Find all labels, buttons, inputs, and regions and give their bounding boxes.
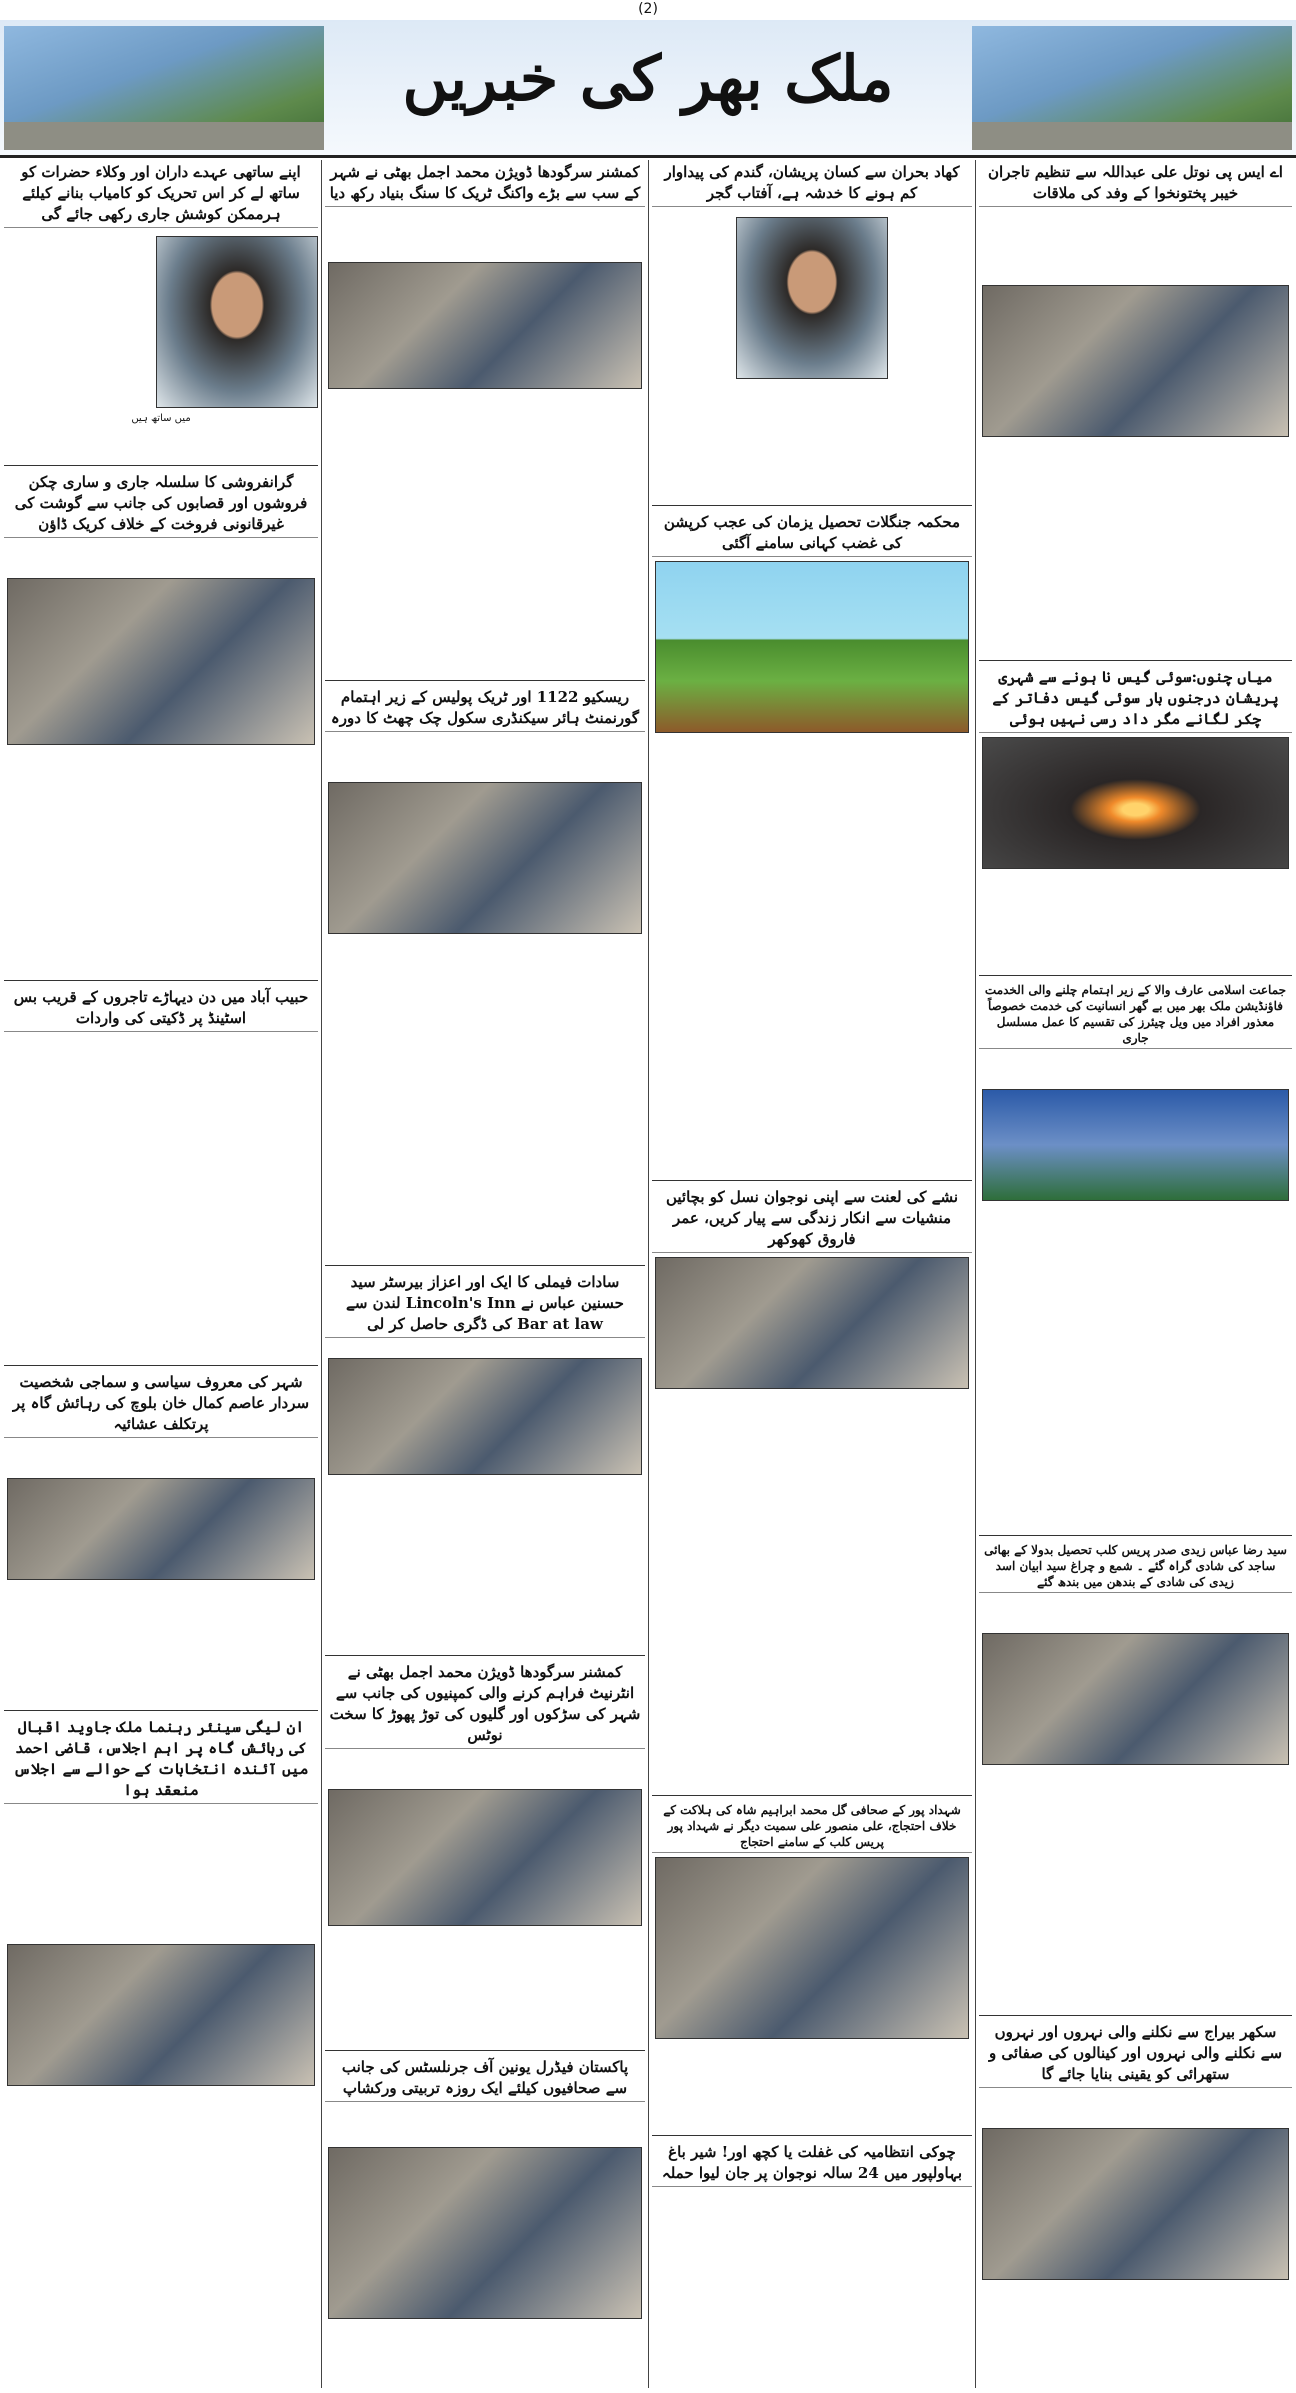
- article: [325, 685, 645, 1266]
- portrait-sunglasses-photo: [736, 217, 888, 379]
- column-1: [979, 160, 1292, 2388]
- masthead-landmark-image-right: [972, 26, 1292, 150]
- butcher-shop-photo: [7, 578, 315, 745]
- article-headline: ان لیگی سینئر رہنما ملک جاوید اقبال کی رہائش گاہ پر اہم اجلاس، قاضی احمد میں آئندہ انتخابات کے حوالے سے اجلاس منعقد ہوا: [4, 1715, 318, 1804]
- article-headline: سادات فیملی کا ایک اور اعزاز بیرسٹر سید حسنین عباس نے Lincoln's Inn لندن سے Bar at law کی ڈگری حاصل کر لی: [325, 1270, 645, 1338]
- meeting-photo: [982, 2128, 1289, 2280]
- article-headline: کھاد بحران سے کسان پریشان، گندم کی پیداوار کم ہونے کا خدشہ ہے، آفتاب گجر: [652, 160, 972, 207]
- article-headline: چوکی انتظامیہ کی غفلت یا کچھ اور! شیر باغ بہاولپور میں 24 سالہ نوجوان پر جان لیوا حملہ: [652, 2140, 972, 2187]
- page-number: (2): [638, 1, 658, 17]
- article-headline: شہر کی معروف سیاسی و سماجی شخصیت سردار عاصم کمال خان بلوچ کی رہائش گاہ پر پرتکلف عشائیہ: [4, 1370, 318, 1438]
- dinner-group-photo: [7, 1478, 315, 1580]
- column-4: [4, 160, 318, 2388]
- wheelchair-distribution-photo: [982, 1089, 1289, 1201]
- article-headline: جماعت اسلامی عارف والا کے زیر اہتمام چلنے والی الخدمت فاؤنڈیشن ملک بھر میں بے گھر انسانیت کی خدمت خصوصاً معذور افراد میں ویل چیئرز کی تقسیم کا عمل مسلسل جاری: [979, 980, 1292, 1049]
- article: [325, 2055, 645, 2388]
- article: [325, 1270, 645, 1656]
- article: [4, 985, 318, 1366]
- column-3: [325, 160, 645, 2388]
- masthead-title: ملک بھر کی خبریں: [402, 42, 894, 115]
- column-2: [652, 160, 972, 2388]
- article: [325, 160, 645, 681]
- article-headline: اپنے ساتھی عہدے داران اور وکلاء حضرات کو ساتھ لے کر اس تحریک کو کامیاب بنانے کیلئے ہرممکن کوشش جاری رکھی جائے گی: [4, 160, 318, 228]
- article-headline: کمشنر سرگودھا ڈویژن محمد اجمل بھٹی نے شہر کے سب سے بڑے واکنگ ٹریک کا سنگ بنیاد رکھ دیا: [325, 160, 645, 207]
- article: [4, 1370, 318, 1711]
- article-headline: اے ایس پی نوتل علی عبداللہ سے تنظیم تاجران خیبر پختونخوا کے وفد کی ملاقات: [979, 160, 1292, 207]
- article: [652, 2140, 972, 2388]
- article: [4, 470, 318, 981]
- article: [4, 1715, 318, 2388]
- wedding-collage-photo: [982, 1633, 1289, 1765]
- article-headline: محکمہ جنگلات تحصیل یزمان کی عجب کرپشن کی غضب کہانی سامنے آگئی: [652, 510, 972, 557]
- foundation-stone-photo: [328, 262, 642, 389]
- article: [4, 160, 318, 466]
- photo-caption: میں ساتھ ہیں: [131, 413, 191, 424]
- article: [325, 1660, 645, 2051]
- article-headline: پاکستان فیڈرل یونین آف جرنلسٹس کی جانب سے صحافیوں کیلئے ایک روزہ تربیتی ورکشاپ: [325, 2055, 645, 2102]
- desk-meeting-photo: [328, 1789, 642, 1926]
- article-headline: حبیب آباد میں دن دیہاڑے تاجروں کے قریب بس اسٹینڈ پر ڈکیتی کی واردات: [4, 985, 318, 1032]
- article: [652, 160, 972, 506]
- gas-stove-flame-photo: [982, 737, 1289, 869]
- article-headline: سکھر بیراج سے نکلنے والی نہروں اور نہروں سے نکلنے والی نہروں اور کینالوں کی صفائی و ستھرائی کو یقینی بنایا جائے گا: [979, 2020, 1292, 2088]
- article-headline: کمشنر سرگودھا ڈویژن محمد اجمل بھٹی نے انٹرنیٹ فراہم کرنے والی کمپنیوں کی جانب سے شہر کی سڑکوں اور گلیوں کی توڑ پھوڑ کا سخت نوٹس: [325, 1660, 645, 1749]
- article-headline: سید رضا عباس زیدی صدر پریس کلب تحصیل بدولا کے بھائی ساجد کی شادی گراہ گئے ۔ شمع و چراغ سید ابیان اسد زیدی کی شادی کے بندھن میں بندھ گئے: [979, 1540, 1292, 1593]
- sitting-group-photo: [7, 1944, 315, 2086]
- article: [979, 665, 1292, 976]
- article: [979, 160, 1292, 661]
- article-headline: میاں چنوں:سوئی گیس نا ہونے سے شہری پریشان درجنوں بار سوئی گیس دفاتر کے چکر لگانے مگر داد رسی نہیں ہوئی: [979, 665, 1292, 733]
- article: [979, 2020, 1292, 2388]
- masthead-landmark-image-left: [4, 26, 324, 150]
- article-headline: گرانفروشی کا سلسلہ جاری و ساری چکن فروشوں اور قصابوں کی جانب سے گوشت کی غیرقانونی فروخت کے خلاف کریک ڈاؤن: [4, 470, 318, 538]
- office-meeting-photo: [655, 1257, 969, 1389]
- portrait-mustache-photo: [156, 236, 318, 408]
- article: [652, 1800, 972, 2136]
- article: [652, 1185, 972, 1796]
- classroom-photo: [328, 782, 642, 934]
- article: [979, 1540, 1292, 2016]
- protest-collage-photo: [655, 1857, 969, 2039]
- masthead: [0, 20, 1296, 158]
- forest-illustration: [655, 561, 969, 733]
- article: [979, 980, 1292, 1536]
- group-photo: [982, 285, 1289, 437]
- certificate-collage-photo: [328, 2147, 642, 2319]
- group-standing-photo: [328, 1358, 642, 1475]
- article-headline: نشے کی لعنت سے اپنی نوجوان نسل کو بچائیں منشیات سے انکار زندگی سے پیار کریں، عمر فاروق کھوکھر: [652, 1185, 972, 1253]
- article: [652, 510, 972, 1181]
- article-headline: شہداد پور کے صحافی گل محمد ابراہیم شاہ کی ہلاکت کے خلاف احتجاج، علی منصور علی سمیت دیگر نے شہداد پور پریس کلب کے سامنے احتجاج: [652, 1800, 972, 1853]
- article-headline: ریسکیو 1122 اور ٹریک پولیس کے زیر اہتمام گورنمنٹ ہائر سیکنڈری سکول چک چھٹ کا دورہ: [325, 685, 645, 732]
